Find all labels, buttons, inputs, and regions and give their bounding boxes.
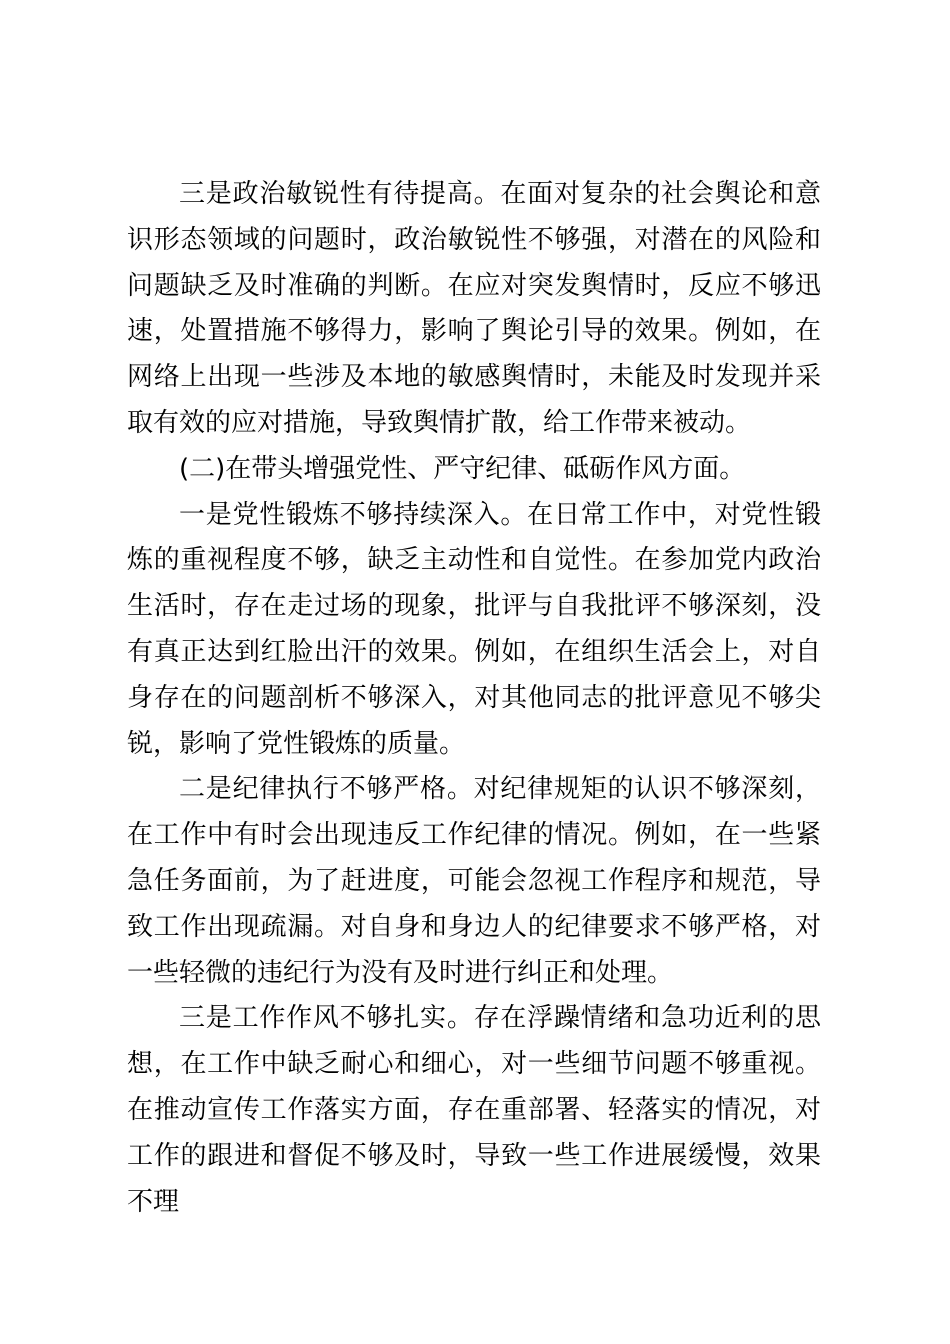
section-heading-party-spirit: (二)在带头增强党性、严守纪律、砥砺作风方面。: [179, 453, 746, 484]
document-body: [127, 172, 821, 1225]
paragraph-discipline: 二是纪律执行不够严格。对纪律规矩的认识不够深刻，在工作中有时会出现违反工作纪律的情况。例如，在一些紧急任务面前，为了赶进度，可能会忽视工作程序和规范，导致工作出现疏漏。对自身和身边人的纪律要求不够严格，对一些轻微的违纪行为没有及时进行纠正和处理。: [127, 774, 821, 988]
paragraph-party-training: 一是党性锻炼不够持续深入。在日常工作中，对党性锻炼的重视程度不够，缺乏主动性和自觉性。在参加党内政治生活时，存在走过场的现象，批评与自我批评不够深刻，没有真正达到红脸出汗的效果。例如，在组织生活会上，对自身存在的问题剖析不够深入，对其他同志的批评意见不够尖锐，影响了党性锻炼的质量。: [127, 499, 821, 759]
paragraph-work-style: 三是工作作风不够扎实。存在浮躁情绪和急功近利的思想，在工作中缺乏耐心和细心，对一些细节问题不够重视。在推动宣传工作落实方面，存在重部署、轻落实的情况，对工作的跟进和督促不够及时，导致一些工作进展缓慢，效果不理: [127, 1003, 821, 1217]
paragraph-political-sensitivity: 三是政治敏锐性有待提高。在面对复杂的社会舆论和意识形态领域的问题时，政治敏锐性不够强，对潜在的风险和问题缺乏及时准确的判断。在应对突发舆情时，反应不够迅速，处置措施不够得力，影响了舆论引导的效果。例如，在网络上出现一些涉及本地的敏感舆情时，未能及时发现并采取有效的应对措施，导致舆情扩散，给工作带来被动。: [127, 179, 821, 438]
